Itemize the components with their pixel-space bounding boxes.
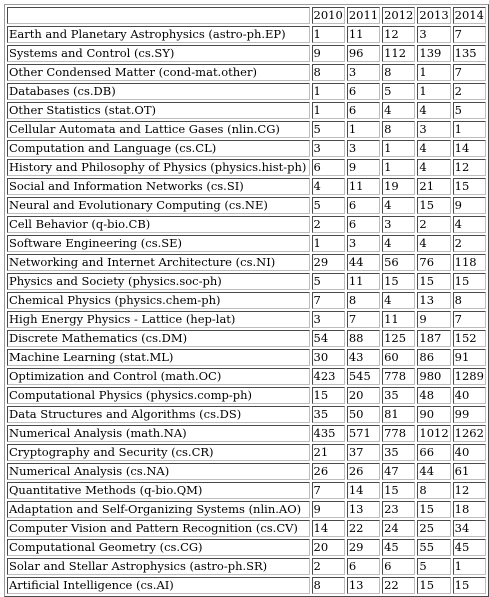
category-cell: Other Condensed Matter (cond-mat.other) (7, 64, 310, 81)
value-cell: 20 (347, 387, 380, 404)
value-cell: 6 (347, 558, 380, 575)
category-cell: Databases (cs.DB) (7, 83, 310, 100)
value-cell: 435 (312, 425, 345, 442)
value-cell: 6 (312, 159, 345, 176)
table-body (7, 7, 486, 594)
value-cell: 6 (347, 102, 380, 119)
value-cell: 3 (347, 140, 380, 157)
value-cell: 11 (347, 26, 380, 43)
value-cell: 2 (312, 216, 345, 233)
value-cell: 47 (382, 463, 415, 480)
value-cell: 34 (453, 520, 486, 537)
value-cell: 37 (347, 444, 380, 461)
value-cell: 30 (312, 349, 345, 366)
category-cell: Computational Physics (physics.comp-ph) (7, 387, 310, 404)
table-row (7, 292, 486, 309)
value-cell: 8 (453, 292, 486, 309)
value-cell: 1262 (453, 425, 486, 442)
value-cell: 571 (347, 425, 380, 442)
category-cell: Optimization and Control (math.OC) (7, 368, 310, 385)
category-cell: Machine Learning (stat.ML) (7, 349, 310, 366)
value-cell: 23 (382, 501, 415, 518)
category-cell: Physics and Society (physics.soc-ph) (7, 273, 310, 290)
value-cell: 29 (312, 254, 345, 271)
table-row (7, 425, 486, 442)
table-row (7, 216, 486, 233)
value-cell: 45 (453, 539, 486, 556)
value-cell: 14 (312, 520, 345, 537)
value-cell: 61 (453, 463, 486, 480)
table-row (7, 83, 486, 100)
table-row (7, 178, 486, 195)
value-cell: 90 (417, 406, 450, 423)
value-cell: 6 (382, 558, 415, 575)
value-cell: 4 (417, 140, 450, 157)
value-cell: 6 (347, 197, 380, 214)
value-cell: 2 (417, 216, 450, 233)
value-cell: 5 (382, 83, 415, 100)
table-row (7, 444, 486, 461)
value-cell: 22 (347, 520, 380, 537)
table-row (7, 387, 486, 404)
year-header: 2011 (348, 8, 379, 22)
value-cell: 1012 (419, 426, 449, 440)
value-cell: 35 (312, 406, 345, 423)
value-cell: 40 (453, 444, 486, 461)
table-row (7, 197, 486, 214)
table-row (7, 273, 486, 290)
value-cell: 778 (382, 368, 415, 385)
data-table (4, 4, 489, 597)
header-row (7, 7, 486, 24)
value-cell: 1 (417, 64, 450, 81)
value-cell: 13 (417, 292, 450, 309)
value-cell: 7 (453, 26, 486, 43)
value-cell: 81 (382, 406, 415, 423)
table-row (7, 501, 486, 518)
table-row (7, 235, 486, 252)
value-cell: 25 (417, 520, 450, 537)
value-cell: 8 (382, 121, 415, 138)
year-header: 2014 (453, 7, 486, 24)
table-row (7, 45, 486, 62)
value-cell: 9 (417, 311, 450, 328)
value-cell: 11 (347, 178, 380, 195)
value-cell: 3 (347, 235, 380, 252)
value-cell: 4 (417, 235, 450, 252)
value-cell: 3 (417, 121, 450, 138)
value-cell: 35 (382, 444, 415, 461)
value-cell: 8 (312, 577, 345, 594)
value-cell: 12 (453, 482, 486, 499)
value-cell: 1 (312, 26, 345, 43)
value-cell: 26 (347, 463, 380, 480)
value-cell: 423 (312, 368, 345, 385)
value-cell: 15 (417, 273, 450, 290)
value-cell: 5 (312, 197, 345, 214)
value-cell: 8 (347, 292, 380, 309)
category-cell: Earth and Planetary Astrophysics (astro-ph.EP) (7, 26, 310, 43)
value-cell: 4 (382, 102, 415, 119)
value-cell: 11 (347, 273, 380, 290)
value-cell: 3 (312, 140, 345, 157)
value-cell: 12 (453, 159, 486, 176)
table-row (7, 558, 486, 575)
value-cell: 91 (453, 349, 486, 366)
value-cell: 99 (453, 406, 486, 423)
table-row (7, 140, 486, 157)
value-cell: 15 (312, 387, 345, 404)
value-cell: 3 (347, 64, 380, 81)
value-cell: 135 (453, 45, 486, 62)
value-cell: 1 (382, 140, 415, 157)
value-cell: 4 (382, 197, 415, 214)
category-cell: Quantitative Methods (q-bio.QM) (7, 482, 310, 499)
value-cell: 4 (417, 159, 450, 176)
value-cell: 8 (382, 64, 415, 81)
table-row (7, 330, 486, 347)
value-cell: 9 (312, 501, 345, 518)
category-cell: Social and Information Networks (cs.SI) (7, 178, 310, 195)
table-row (7, 463, 486, 480)
value-cell: 3 (417, 26, 450, 43)
value-cell: 54 (312, 330, 345, 347)
year-header: 2010 (313, 8, 343, 22)
value-cell: 15 (453, 178, 486, 195)
value-cell: 56 (382, 254, 415, 271)
value-cell: 118 (453, 254, 486, 271)
value-cell: 13 (347, 577, 380, 594)
category-cell: Numerical Analysis (math.NA) (7, 425, 310, 442)
value-cell: 13 (347, 501, 380, 518)
value-cell: 15 (417, 577, 450, 594)
category-cell: History and Philosophy of Physics (physics.hist-ph) (7, 159, 310, 176)
value-cell: 2 (453, 83, 486, 100)
category-cell: Data Structures and Algorithms (cs.DS) (7, 406, 310, 423)
value-cell: 9 (453, 197, 486, 214)
value-cell: 76 (417, 254, 450, 271)
value-cell: 8 (312, 64, 345, 81)
value-cell: 1 (312, 83, 345, 100)
category-cell: Chemical Physics (physics.chem-ph) (7, 292, 310, 309)
value-cell: 5 (312, 273, 345, 290)
value-cell: 11 (382, 311, 415, 328)
value-cell: 48 (417, 387, 450, 404)
value-cell: 7 (347, 311, 380, 328)
value-cell: 7 (312, 482, 345, 499)
value-cell: 43 (347, 349, 380, 366)
value-cell: 1289 (453, 368, 486, 385)
year-header: 2012 (384, 8, 414, 22)
category-cell: Discrete Mathematics (cs.DM) (7, 330, 310, 347)
value-cell: 545 (347, 368, 380, 385)
value-cell: 112 (382, 45, 415, 62)
value-cell: 1 (382, 159, 415, 176)
value-cell: 1 (417, 83, 450, 100)
value-cell: 1 (453, 121, 486, 138)
value-cell: 5 (453, 102, 486, 119)
value-cell: 2 (312, 558, 345, 575)
value-cell: 21 (417, 178, 450, 195)
table-row (7, 121, 486, 138)
value-cell: 2 (453, 235, 486, 252)
table-row (7, 577, 486, 594)
category-cell: Other Statistics (stat.OT) (7, 102, 310, 119)
value-cell: 86 (417, 349, 450, 366)
value-cell: 1 (347, 121, 380, 138)
category-cell: Networking and Internet Architecture (cs.NI) (7, 254, 310, 271)
table-row (7, 102, 486, 119)
value-cell: 19 (382, 178, 415, 195)
value-cell: 8 (417, 482, 450, 499)
year-header: 2013 (419, 8, 449, 22)
category-cell: High Energy Physics - Lattice (hep-lat) (7, 311, 310, 328)
value-cell: 1 (312, 102, 345, 119)
value-cell: 778 (382, 425, 415, 442)
value-cell: 15 (417, 501, 450, 518)
value-cell: 125 (382, 330, 415, 347)
value-cell: 15 (453, 577, 486, 594)
value-cell: 50 (347, 406, 380, 423)
value-cell: 45 (382, 539, 415, 556)
table-row (7, 406, 486, 423)
category-cell: Computational Geometry (cs.CG) (7, 539, 310, 556)
value-cell: 6 (347, 83, 380, 100)
value-cell: 152 (453, 330, 486, 347)
value-cell: 12 (382, 26, 415, 43)
value-cell: 7 (312, 292, 345, 309)
table-row (7, 254, 486, 271)
category-cell: Artificial Intelligence (cs.AI) (7, 577, 310, 594)
category-cell: Cellular Automata and Lattice Gases (nlin.CG) (7, 121, 310, 138)
value-cell: 29 (347, 539, 380, 556)
table-row (7, 159, 486, 176)
value-cell: 60 (382, 349, 415, 366)
value-cell: 980 (417, 368, 450, 385)
value-cell: 15 (417, 197, 450, 214)
value-cell: 20 (312, 539, 345, 556)
value-cell: 44 (417, 463, 450, 480)
value-cell: 15 (382, 482, 415, 499)
value-cell: 3 (382, 216, 415, 233)
value-cell: 6 (347, 216, 380, 233)
value-cell: 21 (312, 444, 345, 461)
value-cell: 40 (453, 387, 486, 404)
value-cell: 4 (417, 102, 450, 119)
category-cell: Computation and Language (cs.CL) (7, 140, 310, 157)
value-cell: 7 (453, 64, 486, 81)
category-cell: Software Engineering (cs.SE) (7, 235, 310, 252)
value-cell: 187 (417, 330, 450, 347)
value-cell: 1 (453, 558, 486, 575)
table-row (7, 26, 486, 43)
value-cell: 4 (453, 216, 486, 233)
table-row (7, 482, 486, 499)
value-cell: 66 (417, 444, 450, 461)
value-cell: 9 (347, 159, 380, 176)
value-cell: 96 (347, 45, 380, 62)
category-cell: Neural and Evolutionary Computing (cs.NE) (7, 197, 310, 214)
table-row (7, 311, 486, 328)
category-cell: Adaptation and Self-Organizing Systems (nlin.AO) (7, 501, 310, 518)
header-blank-cell (7, 7, 310, 24)
table-row (7, 64, 486, 81)
category-cell: Cell Behavior (q-bio.CB) (7, 216, 310, 233)
value-cell: 26 (312, 463, 345, 480)
table-row (7, 520, 486, 537)
value-cell: 3 (312, 311, 345, 328)
table-row (7, 349, 486, 366)
table-row (7, 368, 486, 385)
value-cell: 4 (382, 292, 415, 309)
value-cell: 7 (453, 311, 486, 328)
value-cell: 4 (312, 178, 345, 195)
value-cell: 44 (347, 254, 380, 271)
value-cell: 24 (382, 520, 415, 537)
value-cell: 5 (417, 558, 450, 575)
value-cell: 22 (382, 577, 415, 594)
value-cell: 139 (417, 45, 450, 62)
value-cell: 9 (312, 45, 345, 62)
category-cell: Cryptography and Security (cs.CR) (7, 444, 310, 461)
category-cell: Computer Vision and Pattern Recognition (cs.CV) (7, 520, 310, 537)
value-cell: 5 (312, 121, 345, 138)
value-cell: 55 (417, 539, 450, 556)
value-cell: 4 (382, 235, 415, 252)
value-cell: 14 (453, 140, 486, 157)
category-cell: Numerical Analysis (cs.NA) (7, 463, 310, 480)
value-cell: 14 (347, 482, 380, 499)
value-cell: 35 (382, 387, 415, 404)
category-cell: Systems and Control (cs.SY) (7, 45, 310, 62)
value-cell: 88 (347, 330, 380, 347)
table-container (4, 4, 489, 597)
value-cell: 15 (382, 273, 415, 290)
value-cell: 1 (312, 235, 345, 252)
category-cell: Solar and Stellar Astrophysics (astro-ph.SR) (7, 558, 310, 575)
value-cell: 15 (453, 273, 486, 290)
table-row (7, 539, 486, 556)
value-cell: 18 (453, 501, 486, 518)
